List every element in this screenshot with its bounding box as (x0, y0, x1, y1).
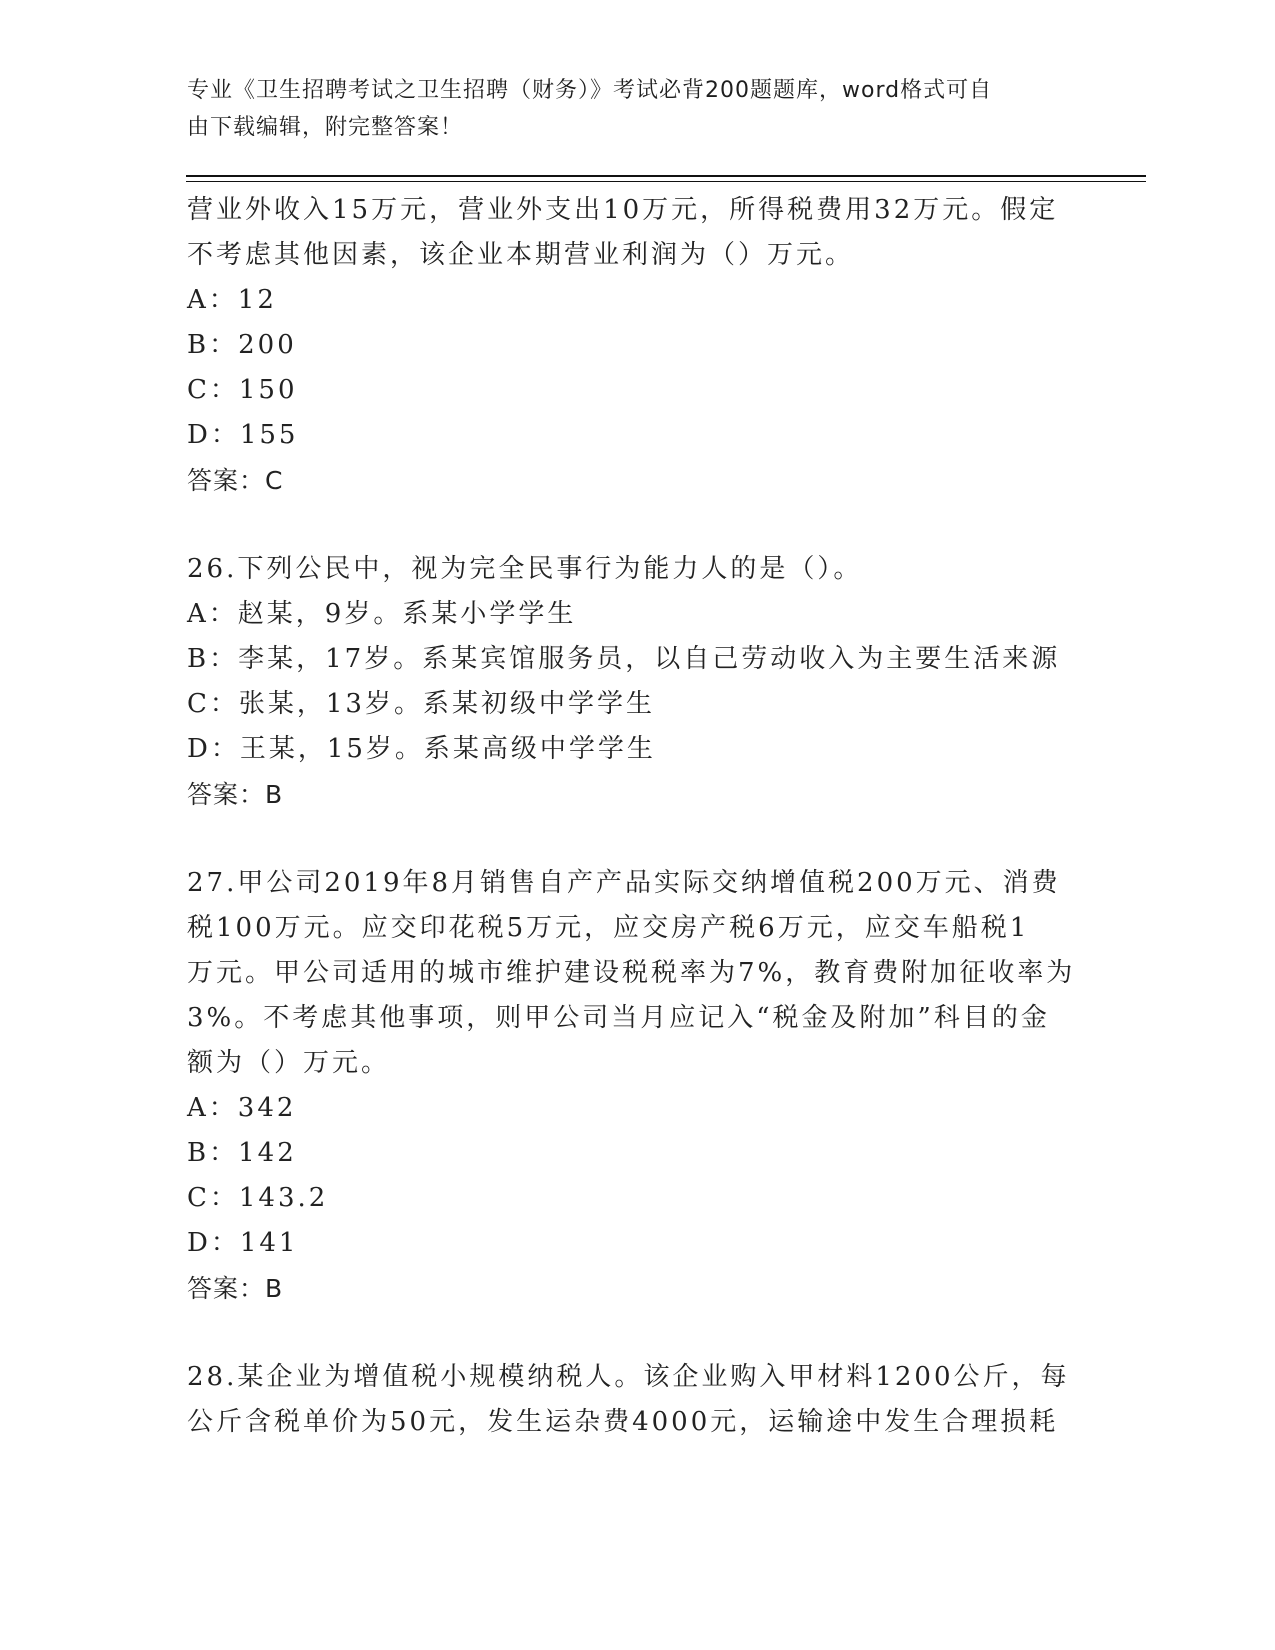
question-stem-line: 万元。甲公司适用的城市维护建设税税率为7%，教育费附加征收率为 (187, 958, 1076, 988)
question-stem-line: 额为（）万元。 (187, 1048, 391, 1078)
spacer (187, 817, 1087, 861)
header-title-line-1: 专业《卫生招聘考试之卫生招聘（财务）》考试必背200题题库，word格式可自 (187, 78, 993, 103)
option-a: A：赵某，9岁。系某小学学生 (187, 599, 577, 629)
question-26 (187, 547, 1087, 817)
option-c: C：张某，13岁。系某初级中学学生 (187, 689, 655, 719)
question-stem-line: 营业外收入15万元，营业外支出10万元，所得税费用32万元。假定 (187, 195, 1059, 225)
header-title-line-2: 由下载编辑，附完整答案！ (187, 115, 464, 140)
option-d: D：王某，15岁。系某高级中学学生 (187, 734, 656, 764)
option-c: C：143.2 (187, 1183, 329, 1213)
question-27 (187, 861, 1087, 1311)
question-stem-line: 公斤含税单价为50元，发生运杂费4000元，运输途中发生合理损耗 (187, 1407, 1059, 1437)
option-b: B：200 (187, 330, 297, 360)
answer: 答案：C (187, 466, 284, 495)
option-a: A：342 (187, 1093, 297, 1123)
question-stem-line: 27.甲公司2019年8月销售自产产品实际交纳增值税200万元、消费 (187, 868, 1061, 898)
header-divider-thin (186, 181, 1146, 182)
document-header (187, 72, 1067, 146)
spacer (187, 1311, 1087, 1355)
option-b: B：142 (187, 1138, 297, 1168)
question-stem-line: 不考虑其他因素，该企业本期营业利润为（）万元。 (187, 240, 855, 270)
option-a: A：12 (187, 285, 277, 315)
question-25 (187, 188, 1087, 503)
option-d: D：141 (187, 1228, 299, 1258)
option-d: D：155 (187, 420, 299, 450)
question-stem-line: 3%。不考虑其他事项，则甲公司当月应记入“税金及附加”科目的金 (187, 1003, 1050, 1033)
question-stem-line: 26.下列公民中，视为完全民事行为能力人的是（）。 (187, 554, 863, 584)
answer: 答案：B (187, 780, 284, 809)
question-stem-line: 28.某企业为增值税小规模纳税人。该企业购入甲材料1200公斤，每 (187, 1362, 1070, 1392)
question-28 (187, 1355, 1087, 1445)
option-b: B：李某，17岁。系某宾馆服务员，以自己劳动收入为主要生活来源 (187, 644, 1061, 674)
header-divider-thick (186, 175, 1146, 177)
answer: 答案：B (187, 1274, 284, 1303)
spacer (187, 503, 1087, 547)
option-c: C：150 (187, 375, 298, 405)
question-stem-line: 税100万元。应交印花税5万元，应交房产税6万元，应交车船税1 (187, 913, 1030, 943)
question-content (187, 188, 1087, 1445)
